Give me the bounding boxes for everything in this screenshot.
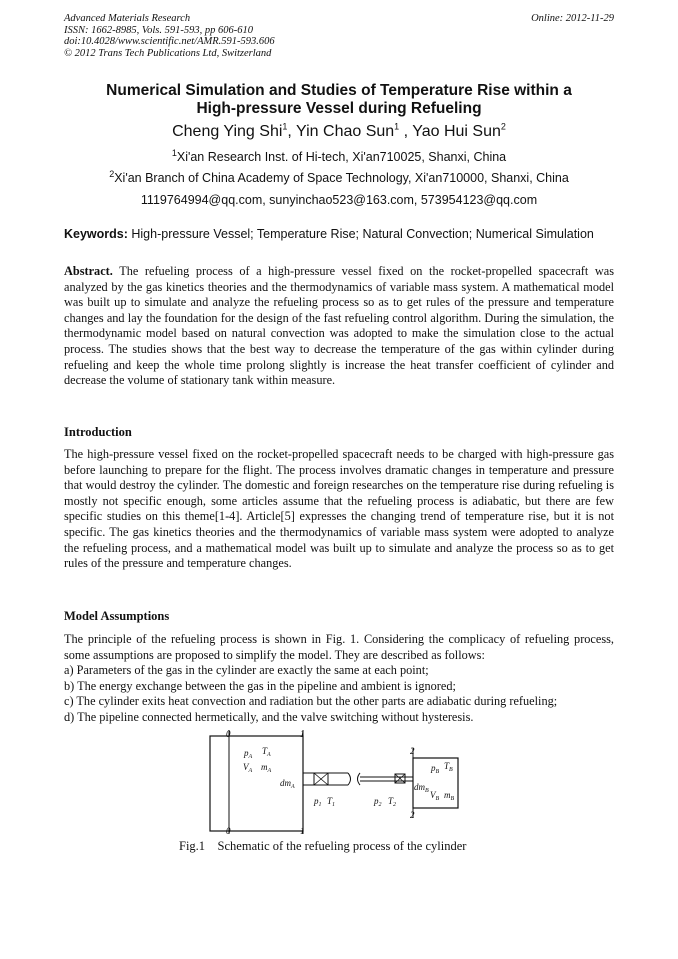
temperature-2-label: $T_2$ — [388, 796, 397, 808]
section-label-1: 1 — [300, 826, 305, 836]
assumption-item: b) The energy exchange between the gas in the pipeline and ambient is ignored; — [64, 679, 456, 693]
pressure-1-label: $p_1$ — [314, 796, 322, 808]
model-assumptions-text: The principle of the refueling process is shown in Fig. 1. Considering the complicacy of refueling process, some assumptions are proposed to simplify the model. They are described as follows: — [64, 632, 614, 662]
journal-name: Advanced Materials Research — [64, 13, 191, 24]
refueling-schematic-figure — [200, 728, 480, 838]
author-1: Cheng Ying Shi — [172, 123, 283, 140]
abstract-label: Abstract. — [64, 264, 113, 278]
author-separator: , — [399, 123, 413, 140]
keywords-text: High-pressure Vessel; Temperature Rise; Natural Convection; Numerical Simulation — [127, 227, 594, 241]
mass-a-label: $m_A$ — [261, 762, 272, 774]
copyright-line: © 2012 Trans Tech Publications Ltd, Switzerland — [64, 47, 272, 59]
affiliation-1-text: Xi'an Research Inst. of Hi-tech, Xi'an710025, Shanxi, China — [176, 150, 507, 164]
author-3-affil: 2 — [500, 121, 506, 132]
affiliation-1 — [64, 147, 614, 164]
title-line-2: High-pressure Vessel during Refueling — [196, 100, 482, 117]
mass-flow-a-label: $dm_A$ — [280, 778, 295, 790]
online-date: Online: 2012-11-29 — [531, 13, 614, 24]
keywords-label: Keywords: — [64, 227, 128, 241]
title-line-1: Numerical Simulation and Studies of Temperature Rise within a — [106, 82, 572, 99]
paper-title — [64, 82, 614, 118]
figure-caption: Fig.1 Schematic of the refueling process of the cylinder — [179, 839, 467, 853]
author-2: Yin Chao Sun — [296, 123, 395, 140]
affiliation-2 — [64, 168, 614, 185]
volume-b-label: $V_B$ — [430, 790, 440, 802]
section-label-2: 2 — [410, 746, 415, 756]
assumption-item: c) The cylinder exits heat convection and radiation but the other parts are adiabatic during refueling; — [64, 694, 558, 708]
issn-line: ISSN: 1662-8985, Vols. 591-593, pp 606-610 — [64, 24, 253, 36]
temperature-a-label: $T_A$ — [262, 746, 271, 758]
journal-header — [64, 13, 275, 59]
model-assumptions-heading: Model Assumptions — [64, 609, 170, 623]
pressure-b-label: $p_B$ — [431, 763, 440, 775]
volume-a-label: $V_A$ — [243, 762, 253, 774]
section-label-2: 2 — [410, 810, 415, 820]
introduction-heading: Introduction — [64, 425, 132, 439]
doi-line: doi:10.4028/www.scientific.net/AMR.591-593.606 — [64, 36, 275, 47]
affiliation-1-number: 1 — [171, 147, 177, 158]
mass-flow-b-label: $dm_B$ — [414, 782, 429, 794]
author-2-affil: 1 — [394, 121, 400, 132]
author-list — [64, 123, 614, 141]
pressure-2-label: $p_2$ — [374, 796, 382, 808]
section-label-0: 0 — [226, 729, 231, 739]
keywords — [64, 227, 614, 241]
assumption-item: d) The pipeline connected hermetically, and the valve switching without hysteresis. — [64, 710, 474, 724]
pressure-a-label: $p_A$ — [244, 748, 253, 760]
abstract — [64, 264, 614, 389]
affiliation-2-text: Xi'an Branch of China Academy of Space Technology, Xi'an710000, Shanxi, China — [114, 171, 569, 185]
temperature-b-label: $T_B$ — [444, 761, 453, 773]
affiliation-2-number: 2 — [109, 168, 115, 179]
author-3: Yao Hui Sun — [412, 123, 501, 140]
pipe-break-left — [348, 773, 351, 785]
mass-b-label: $m_B$ — [444, 790, 455, 802]
introduction-text: The high-pressure vessel fixed on the rocket-propelled spacecraft needs to be charged with high-pressure gas before launching to prepare for the flight. The process involves dramatic changes in temperature and pressure that would destroy the cylinder. The domestic and foreign researches on the temperature rise during refueling is mostly not specific enough, some articles assume that the refueling process is adiabatic, but there are few specific studies on this theme[1-4]. Article[5] expresses the changing trend of temperature rise, but it is not specific. The gas kinetics theories and the thermodynamics of variable mass system were adopted to analyze the refueling process, and a mathematical model was built up to simulate and analyze the process so as to get rules of the pressure and temperature changes. — [64, 447, 614, 571]
assumption-item: a) Parameters of the gas in the cylinder are exactly the same at each point; — [64, 663, 429, 677]
temperature-1-label: $T_1$ — [327, 796, 336, 808]
pipe-break-right — [358, 773, 361, 785]
author-separator: , — [287, 123, 297, 140]
abstract-text: The refueling process of a high-pressure vessel fixed on the rocket-propelled spacecraft was analyzed by the gas kinetics theories and the thermodynamics of variable mass system. A mathematical model was built up to simulate and analyze the refueling process so as to get rules of the pressure and temperature changes and lay the foundation for the design of the fast refueling control algorithm. During the simulation, the thermodynamic model based on natural convection was adopted to make the simulation close to the actual process. The studies shows that the best way to decrease the temperature of the gas within cylinder during refueling and keep the whole time prolong slightly is increase the heat transfer coefficient of cylinder and decrease the volume of stationary tank within measure. — [64, 264, 614, 388]
section-label-1: 1 — [300, 729, 305, 739]
author-1-affil: 1 — [282, 121, 288, 132]
section-label-0: 0 — [226, 826, 231, 836]
author-emails: 1119764994@qq.com, sunyinchao523@163.com, 573954123@qq.com — [140, 193, 538, 207]
